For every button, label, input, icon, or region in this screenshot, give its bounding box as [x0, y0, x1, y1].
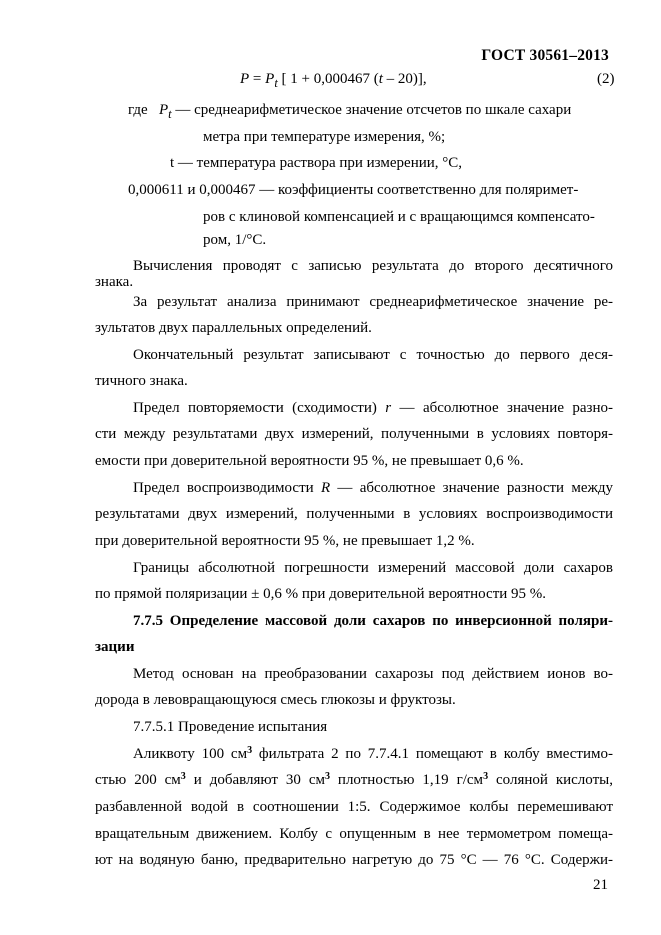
where-coef-line3: ром, 1/°C. — [203, 232, 267, 248]
aliquot-line1: Аликвоту 100 $см^3$ фильтрата 2 по 7.7.4.1 помещают в колбу вместимо- — [133, 745, 613, 762]
para-calc-line2: знака. — [95, 274, 134, 290]
where-pt-line2: метра при температуре измерения, %; — [203, 129, 446, 145]
aliquot-line4: вращательным движением. Колбу с опущенным в нее термометром помеща- — [95, 826, 613, 842]
para-repeat-line2: сти между результатами двух измерений, полученными в условиях повторя- — [95, 426, 613, 442]
para-calc-line1: Вычисления проводят с записью результата до второго десятичного — [133, 258, 613, 274]
where-pt-line1: где $P_t$ — среднеарифметическое значение отсчетов по шкале сахари — [128, 102, 572, 121]
section-para-line2: дорода в левовращающуюся смесь глюкозы и фруктозы. — [95, 692, 456, 708]
section-title-line2: зации — [95, 639, 135, 655]
para-reprod-line2: результатами двух измерений, полученными в условиях воспроизводимости — [95, 506, 613, 522]
standard-header: ГОСТ 30561–2013 — [481, 47, 609, 64]
para-bounds-line2: по прямой поляризации ± 0,6 % при доверительной вероятности 95 %. — [95, 586, 547, 602]
subsection-title: 7.7.5.1 Проведение испытания — [133, 719, 328, 735]
para-result-line2: зультатов двух параллельных определений. — [95, 320, 372, 336]
para-repeat-line3: емости при доверительной вероятности 95 %, не превышает 0,6 %. — [95, 453, 524, 469]
para-reprod-line3: при доверительной вероятности 95 %, не превышает 1,2 %. — [95, 533, 475, 549]
para-reprod-line1: Предел воспроизводимости R — абсолютное значение разности между — [133, 480, 614, 496]
para-repeat-line1: Предел повторяемости (сходимости) r — абсолютное значение разно- — [133, 400, 613, 416]
where-coef-line1: 0,000611 и 0,000467 — коэффициенты соответственно для поляримет- — [128, 182, 579, 198]
para-final-line1: Окончательный результат записывают с точностью до первого деся- — [133, 347, 613, 363]
page-number: 21 — [593, 877, 608, 893]
where-t-line: t — температура раствора при измерении, °C, — [170, 155, 463, 171]
section-para-line1: Метод основан на преобразовании сахарозы под действием ионов во- — [133, 666, 613, 682]
para-bounds-line1: Границы абсолютной погрешности измерений массовой доли сахаров — [133, 560, 613, 576]
formula-2: $P = P_t$ [ 1 + 0,000467 (t – 20)], — [240, 71, 427, 90]
formula-number: (2) — [597, 71, 615, 87]
para-result-line1: За результат анализа принимают среднеарифметическое значение ре- — [133, 294, 613, 310]
aliquot-line5: ют на водяную баню, предварительно нагретую до 75 °С — 76 °С. Содержи- — [95, 852, 613, 868]
aliquot-line3: разбавленной водой в соотношении 1:5. Содержимое колбы перемешивают — [95, 799, 613, 815]
aliquot-line2: стью 200 $см^3$ и добавляют 30 $см^3$ плотностью 1,19 $г/см^3$ соляной кислоты, — [95, 771, 613, 788]
where-coef-line2: ров с клиновой компенсацией и с вращающимся компенсато- — [203, 209, 595, 225]
para-final-line2: тичного знака. — [95, 373, 188, 389]
section-title-line1: 7.7.5 Определение массовой доли сахаров по инверсионной поляри- — [133, 613, 613, 629]
